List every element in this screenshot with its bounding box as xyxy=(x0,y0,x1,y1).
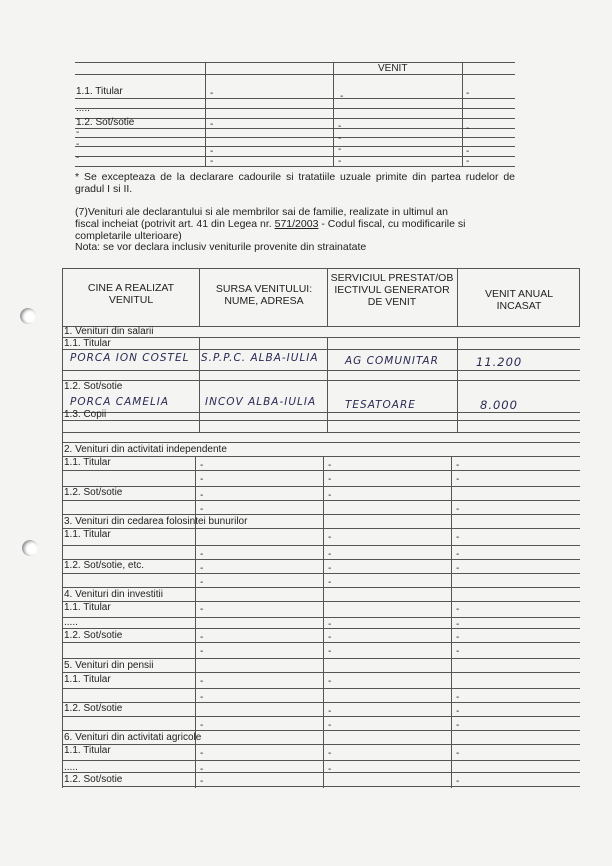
venit-header: VENIT xyxy=(378,63,408,74)
empty-cell-dash: - xyxy=(328,460,332,471)
empty-cell-dash: - xyxy=(456,619,460,630)
empty-cell-dash: - xyxy=(328,764,332,775)
empty-cell-dash: - xyxy=(328,706,332,717)
s1-sot-label: 1.2. Sot/sotie xyxy=(64,381,123,392)
empty-cell-dash: - xyxy=(456,563,460,574)
empty-cell-dash: - xyxy=(200,474,204,485)
s3-sot-label: 1.2. Sot/sotie, etc. xyxy=(64,560,145,571)
empty-cell-dash: - xyxy=(328,619,332,630)
empty-cell-dash: - xyxy=(200,646,204,657)
empty-cell-dash: - xyxy=(456,646,460,657)
sot-amount-handwritten: 8.000 xyxy=(480,398,518,412)
header-col-amount: VENIT ANUAL INCASAT xyxy=(484,288,554,312)
s4-titular-label: 1.1. Titular xyxy=(64,602,111,613)
top-dots: ..... xyxy=(76,103,90,114)
section-2-title: 2. Venituri din activitati independente xyxy=(64,444,227,455)
empty-cell-dash: - xyxy=(200,748,204,759)
s3-titular-label: 1.1. Titular xyxy=(64,529,111,540)
s6-sot-label: 1.2. Sot/sotie xyxy=(64,774,123,785)
top-sot-label: 1.2. Sot/sotie xyxy=(76,117,135,128)
section-6-title: 6. Venituri din activitati agricole xyxy=(64,732,202,743)
empty-cell-dash: - xyxy=(328,563,332,574)
empty-cell-dash: - xyxy=(328,632,332,643)
empty-cell-dash: - xyxy=(456,504,460,515)
empty-cell-dash: - xyxy=(328,577,332,588)
section-5-title: 5. Venituri din pensii xyxy=(64,660,154,671)
empty-cell-dash: - xyxy=(200,604,204,615)
empty-cell-dash: - xyxy=(328,549,332,560)
section-4-title: 4. Venituri din investitii xyxy=(64,589,163,600)
empty-cell-dash: - xyxy=(328,490,332,501)
empty-cell-dash: - xyxy=(200,692,204,703)
empty-cell-dash: - xyxy=(456,460,460,471)
empty-cell-dash: - xyxy=(328,748,332,759)
empty-cell-dash: - xyxy=(456,549,460,560)
empty-cell-dash: - xyxy=(200,504,204,515)
empty-cell-dash: - xyxy=(200,460,204,471)
empty-cell-dash: - xyxy=(200,764,204,775)
empty-cell-dash: - xyxy=(200,490,204,501)
empty-cell-dash: - xyxy=(456,604,460,615)
empty-cell-dash: - xyxy=(200,720,204,731)
empty-cell-dash: - xyxy=(328,676,332,687)
titular-service-handwritten: AG COMUNITAR xyxy=(345,355,439,367)
empty-cell-dash: - xyxy=(200,563,204,574)
empty-cell-dash: - xyxy=(328,646,332,657)
titular-amount-handwritten: 11.200 xyxy=(476,355,523,369)
empty-cell-dash: - xyxy=(200,632,204,643)
section-1-title: 1. Venituri din salarii xyxy=(64,326,154,337)
s4-sot-label: 1.2. Sot/sotie xyxy=(64,630,123,641)
empty-cell-dash: - xyxy=(200,676,204,687)
section-3-title: 3. Venituri din cedarea folosintei bunurilor xyxy=(64,516,248,527)
sot-service-handwritten: TESATOARE xyxy=(345,399,416,411)
sot-name-handwritten: PORCA CAMELIA xyxy=(70,396,170,408)
empty-cell-dash: - xyxy=(456,748,460,759)
top-titular-label: 1.1. Titular xyxy=(76,86,123,97)
s5-titular-label: 1.1. Titular xyxy=(64,674,111,685)
s6-titular-label: 1.1. Titular xyxy=(64,745,111,756)
titular-source-handwritten: S.P.P.C. ALBA-IULIA xyxy=(201,352,319,364)
header-col-service: SERVICIUL PRESTAT/OBIECTIVUL GENERATOR DE VENIT xyxy=(330,272,454,308)
sot-source-handwritten: INCOV ALBA-IULIA xyxy=(205,396,317,408)
s2-titular-label: 1.1. Titular xyxy=(64,457,111,468)
s1-copii-label: 1.3. Copii xyxy=(64,409,107,420)
punch-hole-bottom xyxy=(22,540,38,556)
empty-cell-dash: - xyxy=(456,692,460,703)
empty-cell-dash: - xyxy=(456,720,460,731)
empty-cell-dash: - xyxy=(200,776,204,787)
header-col-source: SURSA VENITULUI: NUME, ADRESA xyxy=(215,283,313,307)
s1-titular-label: 1.1. Titular xyxy=(64,338,111,349)
foreign-income-note: Nota: se vor declara inclusiv veniturile provenite din strainatate xyxy=(75,241,367,253)
law-number: 571/2003 xyxy=(274,218,319,230)
empty-cell-dash: - xyxy=(456,776,460,787)
empty-cell-dash: - xyxy=(328,532,332,543)
empty-cell-dash: - xyxy=(328,474,332,485)
empty-cell-dash: - xyxy=(328,720,332,731)
header-col-earner: CINE A REALIZAT VENITUL xyxy=(87,282,175,306)
s6-dots: ..... xyxy=(64,762,78,773)
s4-dots: ..... xyxy=(64,617,78,628)
section7-intro: (7)Venituri ale declarantului si ale membrilor sai de familie, realizate in ultimul an fiscal incheiat (potrivit art. 41 din Legea nr. 571/2003 - Codul fiscal, cu modificarile si completarile ulterioare) xyxy=(75,206,466,242)
punch-hole-top xyxy=(20,308,36,324)
titular-name-handwritten: PORCA ION COSTEL xyxy=(70,352,190,364)
s2-sot-label: 1.2. Sot/sotie xyxy=(64,487,123,498)
gifts-note: * Se excepteaza de la declarare cadourile si tratatiile uzuale primite din partea rudelor de gradul I si II. xyxy=(75,171,515,195)
empty-cell-dash: - xyxy=(456,474,460,485)
empty-cell-dash: - xyxy=(200,549,204,560)
empty-cell-dash: - xyxy=(456,632,460,643)
s5-sot-label: 1.2. Sot/sotie xyxy=(64,703,123,714)
empty-cell-dash: - xyxy=(456,532,460,543)
empty-cell-dash: - xyxy=(200,577,204,588)
empty-cell-dash: - xyxy=(456,706,460,717)
